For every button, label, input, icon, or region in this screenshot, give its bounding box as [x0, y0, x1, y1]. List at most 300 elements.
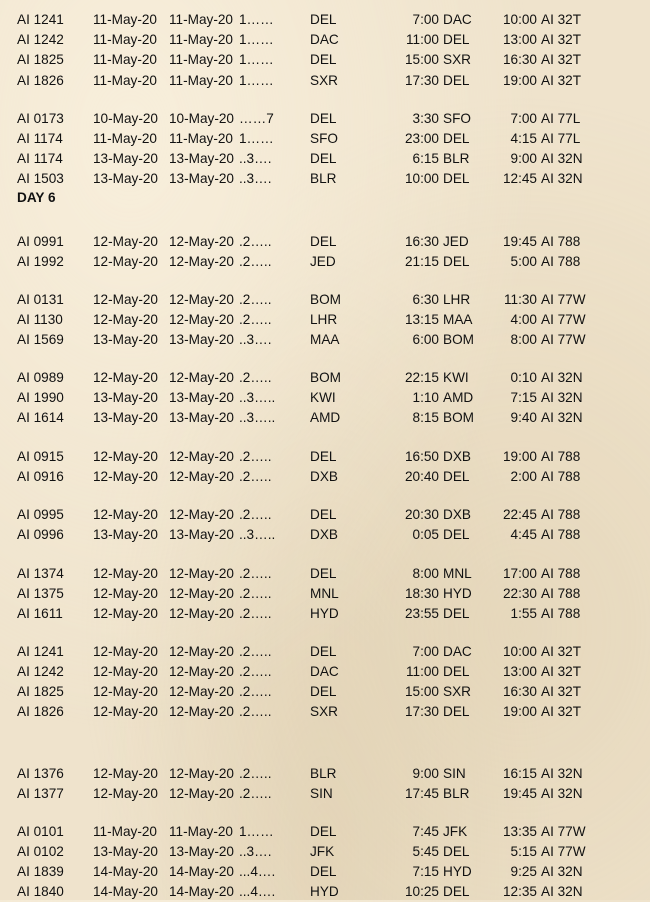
start-date: 12-May-20 — [93, 606, 158, 621]
origin: DEL — [310, 684, 337, 699]
destination: DEL — [443, 606, 470, 621]
flight-row — [0, 467, 650, 487]
aircraft-type: AI 32N — [541, 864, 583, 879]
arrival-time: 12:35 — [502, 884, 537, 899]
destination: BOM — [443, 332, 474, 347]
aircraft-type: AI 32N — [541, 884, 583, 899]
end-date: 12-May-20 — [169, 312, 234, 327]
origin: DEL — [310, 507, 337, 522]
start-date: 14-May-20 — [93, 864, 158, 879]
origin: DEL — [310, 234, 337, 249]
end-date: 12-May-20 — [169, 586, 234, 601]
origin: LHR — [310, 312, 338, 327]
end-date: 11-May-20 — [169, 12, 233, 27]
origin: BLR — [310, 171, 337, 186]
start-date: 13-May-20 — [93, 171, 158, 186]
flight-row — [0, 169, 650, 189]
start-date: 12-May-20 — [93, 586, 158, 601]
arrival-time: 9:40 — [510, 410, 537, 425]
departure-time: 18:30 — [404, 586, 439, 601]
start-date: 11-May-20 — [93, 131, 157, 146]
arrival-time: 4:45 — [510, 527, 537, 542]
flight-number: AI 1130 — [17, 312, 63, 327]
arrival-time: 9:25 — [510, 864, 537, 879]
departure-time: 6:15 — [412, 151, 439, 166]
departure-time: 20:30 — [404, 507, 439, 522]
flight-row — [0, 662, 650, 682]
flight-number: AI 1174 — [17, 131, 63, 146]
flight-row — [0, 330, 650, 350]
start-date: 13-May-20 — [93, 332, 158, 347]
frequency: .2….. — [239, 312, 272, 327]
origin: MNL — [310, 586, 339, 601]
start-date: 14-May-20 — [93, 884, 158, 899]
end-date: 10-May-20 — [169, 111, 234, 126]
origin: DEL — [310, 566, 337, 581]
arrival-time: 22:30 — [502, 586, 537, 601]
end-date: 12-May-20 — [169, 507, 234, 522]
destination: LHR — [443, 292, 471, 307]
frequency: .2….. — [239, 786, 272, 801]
destination: DEL — [443, 32, 470, 47]
destination: DEL — [443, 844, 470, 859]
end-date: 12-May-20 — [169, 664, 234, 679]
start-date: 12-May-20 — [93, 234, 158, 249]
departure-time: 21:15 — [404, 254, 439, 269]
flight-row — [0, 71, 650, 91]
arrival-time: 2:00 — [510, 469, 537, 484]
departure-time: 7:00 — [412, 644, 439, 659]
end-date: 13-May-20 — [169, 171, 234, 186]
flight-row — [0, 862, 650, 882]
end-date: 11-May-20 — [169, 131, 233, 146]
origin: HYD — [310, 606, 339, 621]
arrival-time: 10:00 — [502, 644, 537, 659]
origin: BLR — [310, 766, 337, 781]
flight-row — [0, 447, 650, 467]
flight-number: AI 0102 — [17, 844, 64, 859]
origin: JFK — [310, 844, 335, 859]
flight-row — [0, 252, 650, 272]
destination: KWI — [443, 370, 469, 385]
start-date: 13-May-20 — [93, 410, 158, 425]
flight-number: AI 1241 — [17, 644, 64, 659]
flight-number: AI 1174 — [17, 151, 63, 166]
start-date: 12-May-20 — [93, 766, 158, 781]
frequency: ..3…. — [239, 844, 272, 859]
aircraft-type: AI 32N — [541, 151, 583, 166]
aircraft-type: AI 32N — [541, 766, 583, 781]
departure-time: 22:15 — [404, 370, 439, 385]
flight-number: AI 1825 — [17, 52, 64, 67]
origin: DEL — [310, 52, 337, 67]
frequency: .2….. — [239, 234, 272, 249]
destination: BLR — [443, 786, 470, 801]
aircraft-type: AI 788 — [541, 527, 581, 542]
departure-time: 7:15 — [412, 864, 439, 879]
aircraft-type: AI 788 — [541, 606, 581, 621]
end-date: 13-May-20 — [169, 844, 234, 859]
flight-number: AI 1242 — [17, 32, 64, 47]
arrival-time: 11:30 — [503, 292, 537, 307]
origin: DEL — [310, 111, 337, 126]
origin: BOM — [310, 370, 341, 385]
end-date: 12-May-20 — [169, 766, 234, 781]
frequency: .2….. — [239, 644, 272, 659]
departure-time: 6:00 — [412, 332, 439, 347]
aircraft-type: AI 32T — [541, 664, 582, 679]
flight-number: AI 1569 — [17, 332, 64, 347]
origin: DEL — [310, 12, 337, 27]
arrival-time: 16:30 — [502, 684, 537, 699]
origin: SXR — [310, 73, 338, 88]
flight-number: AI 1503 — [17, 171, 64, 186]
destination: DEL — [443, 884, 470, 899]
frequency: .2….. — [239, 606, 272, 621]
end-date: 13-May-20 — [169, 410, 234, 425]
aircraft-type: AI 77W — [541, 844, 586, 859]
origin: DEL — [310, 864, 337, 879]
aircraft-type: AI 788 — [541, 469, 581, 484]
arrival-time: 17:00 — [502, 566, 537, 581]
start-date: 12-May-20 — [93, 254, 158, 269]
departure-time: 17:30 — [404, 73, 439, 88]
flight-row — [0, 10, 650, 30]
flight-number: AI 1376 — [17, 766, 64, 781]
start-date: 12-May-20 — [93, 507, 158, 522]
destination: BOM — [443, 410, 474, 425]
end-date: 12-May-20 — [169, 684, 234, 699]
aircraft-type: AI 32N — [541, 410, 583, 425]
end-date: 14-May-20 — [169, 864, 234, 879]
flight-row — [0, 642, 650, 662]
flight-row — [0, 368, 650, 388]
destination: HYD — [443, 864, 472, 879]
flight-number: AI 1377 — [17, 786, 64, 801]
destination: DEL — [443, 469, 470, 484]
destination: JED — [443, 234, 469, 249]
arrival-time: 5:15 — [510, 844, 537, 859]
aircraft-type: AI 32T — [541, 12, 582, 27]
flight-number: AI 0995 — [17, 507, 64, 522]
frequency: .2….. — [239, 370, 272, 385]
flight-row — [0, 604, 650, 624]
end-date: 12-May-20 — [169, 449, 234, 464]
departure-time: 11:00 — [405, 664, 439, 679]
destination: HYD — [443, 586, 472, 601]
start-date: 13-May-20 — [93, 527, 158, 542]
departure-time: 13:15 — [404, 312, 439, 327]
departure-time: 23:55 — [404, 606, 439, 621]
departure-time: 0:05 — [412, 527, 439, 542]
flight-number: AI 0131 — [17, 292, 64, 307]
end-date: 12-May-20 — [169, 254, 234, 269]
flight-number: AI 1839 — [17, 864, 64, 879]
start-date: 12-May-20 — [93, 312, 158, 327]
frequency: .2….. — [239, 684, 272, 699]
frequency: ...4…. — [239, 864, 276, 879]
end-date: 13-May-20 — [169, 390, 234, 405]
end-date: 11-May-20 — [169, 73, 233, 88]
frequency: ..3…. — [239, 332, 272, 347]
frequency: ..3…. — [239, 171, 272, 186]
aircraft-type: AI 788 — [541, 507, 581, 522]
arrival-time: 4:00 — [510, 312, 537, 327]
arrival-time: 19:45 — [502, 234, 537, 249]
departure-time: 17:45 — [404, 786, 439, 801]
frequency: ..3….. — [239, 527, 276, 542]
destination: DEL — [443, 254, 470, 269]
aircraft-type: AI 77L — [541, 111, 581, 126]
frequency: 1…… — [239, 73, 274, 88]
start-date: 13-May-20 — [93, 844, 158, 859]
frequency: ..3….. — [239, 390, 276, 405]
destination: MNL — [443, 566, 472, 581]
departure-time: 10:00 — [404, 171, 439, 186]
destination: AMD — [443, 390, 474, 405]
frequency: ..3…. — [239, 151, 272, 166]
flight-row — [0, 109, 650, 129]
aircraft-type: AI 32N — [541, 390, 583, 405]
destination: SXR — [443, 52, 471, 67]
end-date: 12-May-20 — [169, 469, 234, 484]
departure-time: 8:15 — [412, 410, 439, 425]
aircraft-type: AI 32T — [541, 73, 582, 88]
departure-time: 16:30 — [404, 234, 439, 249]
flight-row — [0, 50, 650, 70]
start-date: 12-May-20 — [93, 449, 158, 464]
frequency: .2….. — [239, 469, 272, 484]
flight-number: AI 0101 — [17, 824, 64, 839]
aircraft-type: AI 32N — [541, 786, 583, 801]
start-date: 12-May-20 — [93, 684, 158, 699]
destination: DEL — [443, 73, 470, 88]
arrival-time: 7:00 — [510, 111, 537, 126]
end-date: 12-May-20 — [169, 606, 234, 621]
day-heading: DAY 6 — [17, 190, 56, 205]
start-date: 12-May-20 — [93, 566, 158, 581]
arrival-time: 12:45 — [502, 171, 537, 186]
start-date: 12-May-20 — [93, 664, 158, 679]
departure-time: 15:00 — [404, 52, 439, 67]
origin: SIN — [310, 786, 333, 801]
flight-row — [0, 310, 650, 330]
arrival-time: 19:00 — [502, 73, 537, 88]
flight-row — [0, 388, 650, 408]
departure-time: 17:30 — [404, 704, 439, 719]
destination: SIN — [443, 766, 466, 781]
arrival-time: 13:00 — [502, 664, 537, 679]
arrival-time: 16:15 — [502, 766, 537, 781]
departure-time: 15:00 — [404, 684, 439, 699]
end-date: 13-May-20 — [169, 151, 234, 166]
origin: SFO — [310, 131, 338, 146]
arrival-time: 19:45 — [502, 786, 537, 801]
frequency: 1…… — [239, 32, 274, 47]
aircraft-type: AI 77W — [541, 292, 586, 307]
aircraft-type: AI 788 — [541, 566, 581, 581]
origin: DEL — [310, 824, 337, 839]
origin: SXR — [310, 704, 338, 719]
start-date: 12-May-20 — [93, 644, 158, 659]
flight-row — [0, 682, 650, 702]
end-date: 12-May-20 — [169, 370, 234, 385]
flight-number: AI 0916 — [17, 469, 64, 484]
origin: DAC — [310, 664, 339, 679]
start-date: 12-May-20 — [93, 704, 158, 719]
destination: DAC — [443, 644, 472, 659]
destination: SFO — [443, 111, 471, 126]
aircraft-type: AI 32T — [541, 52, 582, 67]
destination: DAC — [443, 12, 472, 27]
frequency: .2….. — [239, 254, 272, 269]
end-date: 13-May-20 — [169, 527, 234, 542]
frequency: .2….. — [239, 507, 272, 522]
flight-number: AI 1375 — [17, 586, 64, 601]
end-date: 11-May-20 — [169, 32, 233, 47]
arrival-time: 19:00 — [502, 704, 537, 719]
arrival-time: 7:15 — [510, 390, 537, 405]
flight-number: AI 1990 — [17, 390, 64, 405]
origin: HYD — [310, 884, 339, 899]
frequency: .2….. — [239, 586, 272, 601]
end-date: 14-May-20 — [169, 884, 234, 899]
destination: DEL — [443, 527, 470, 542]
start-date: 12-May-20 — [93, 786, 158, 801]
start-date: 13-May-20 — [93, 390, 158, 405]
flight-number: AI 1826 — [17, 704, 64, 719]
departure-time: 7:00 — [412, 12, 439, 27]
start-date: 12-May-20 — [93, 469, 158, 484]
flight-number: AI 0173 — [17, 111, 64, 126]
end-date: 12-May-20 — [169, 292, 234, 307]
arrival-time: 13:35 — [502, 824, 537, 839]
destination: SXR — [443, 684, 471, 699]
flight-row — [0, 764, 650, 784]
frequency: .2….. — [239, 704, 272, 719]
frequency: 1…… — [239, 824, 274, 839]
flight-row — [0, 149, 650, 169]
aircraft-type: AI 32N — [541, 171, 583, 186]
aircraft-type: AI 77W — [541, 332, 586, 347]
aircraft-type: AI 32T — [541, 644, 582, 659]
aircraft-type: AI 788 — [541, 234, 581, 249]
end-date: 11-May-20 — [169, 52, 233, 67]
aircraft-type: AI 32T — [541, 704, 582, 719]
frequency: 1…… — [239, 131, 274, 146]
aircraft-type: AI 788 — [541, 586, 581, 601]
arrival-time: 5:00 — [510, 254, 537, 269]
flight-row — [0, 129, 650, 149]
arrival-time: 13:00 — [502, 32, 537, 47]
flight-row — [0, 842, 650, 862]
frequency: ..3….. — [239, 410, 276, 425]
aircraft-type: AI 77W — [541, 312, 586, 327]
start-date: 11-May-20 — [93, 52, 157, 67]
origin: MAA — [310, 332, 340, 347]
destination: DEL — [443, 171, 470, 186]
flight-row — [0, 882, 650, 902]
aircraft-type: AI 77W — [541, 824, 586, 839]
arrival-time: 1:55 — [510, 606, 537, 621]
frequency: ...4…. — [239, 884, 276, 899]
departure-time: 16:50 — [404, 449, 439, 464]
flight-number: AI 0996 — [17, 527, 64, 542]
start-date: 11-May-20 — [93, 824, 157, 839]
origin: DEL — [310, 449, 337, 464]
aircraft-type: AI 32T — [541, 32, 582, 47]
destination: DXB — [443, 449, 471, 464]
origin: AMD — [310, 410, 341, 425]
frequency: .2….. — [239, 566, 272, 581]
end-date: 12-May-20 — [169, 644, 234, 659]
destination: BLR — [443, 151, 470, 166]
frequency: 1…… — [239, 12, 274, 27]
start-date: 13-May-20 — [93, 151, 158, 166]
aircraft-type: AI 32N — [541, 370, 583, 385]
frequency: ……7 — [239, 111, 274, 126]
origin: DEL — [310, 644, 337, 659]
frequency: 1…… — [239, 52, 274, 67]
origin: DEL — [310, 151, 337, 166]
flight-number: AI 1374 — [17, 566, 64, 581]
flight-row — [0, 784, 650, 804]
arrival-time: 0:10 — [510, 370, 537, 385]
flight-number: AI 1241 — [17, 12, 64, 27]
flight-number: AI 0989 — [17, 370, 64, 385]
departure-time: 1:10 — [412, 390, 439, 405]
flight-row — [0, 584, 650, 604]
flight-row — [0, 822, 650, 842]
departure-time: 8:00 — [412, 566, 439, 581]
flight-row — [0, 232, 650, 252]
frequency: .2….. — [239, 664, 272, 679]
flight-number: AI 1614 — [17, 410, 64, 425]
destination: JFK — [443, 824, 468, 839]
destination: MAA — [443, 312, 473, 327]
end-date: 12-May-20 — [169, 566, 234, 581]
departure-time: 7:45 — [412, 824, 439, 839]
flight-row — [0, 564, 650, 584]
flight-number: AI 1840 — [17, 884, 64, 899]
origin: DXB — [310, 527, 338, 542]
departure-time: 10:25 — [404, 884, 439, 899]
start-date: 12-May-20 — [93, 292, 158, 307]
origin: JED — [310, 254, 336, 269]
aircraft-type: AI 32T — [541, 684, 582, 699]
flight-row — [0, 525, 650, 545]
end-date: 12-May-20 — [169, 786, 234, 801]
origin: KWI — [310, 390, 336, 405]
departure-time: 20:40 — [404, 469, 439, 484]
end-date: 12-May-20 — [169, 704, 234, 719]
arrival-time: 4:15 — [510, 131, 537, 146]
flight-number: AI 1611 — [17, 606, 63, 621]
flight-number: AI 1825 — [17, 684, 64, 699]
frequency: .2….. — [239, 449, 272, 464]
departure-time: 3:30 — [412, 111, 439, 126]
destination: DXB — [443, 507, 471, 522]
start-date: 11-May-20 — [93, 12, 157, 27]
start-date: 12-May-20 — [93, 370, 158, 385]
flight-row — [0, 30, 650, 50]
departure-time: 9:00 — [412, 766, 439, 781]
end-date: 12-May-20 — [169, 234, 234, 249]
start-date: 11-May-20 — [93, 32, 157, 47]
flight-row — [0, 290, 650, 310]
aircraft-type: AI 788 — [541, 449, 581, 464]
frequency: .2….. — [239, 292, 272, 307]
